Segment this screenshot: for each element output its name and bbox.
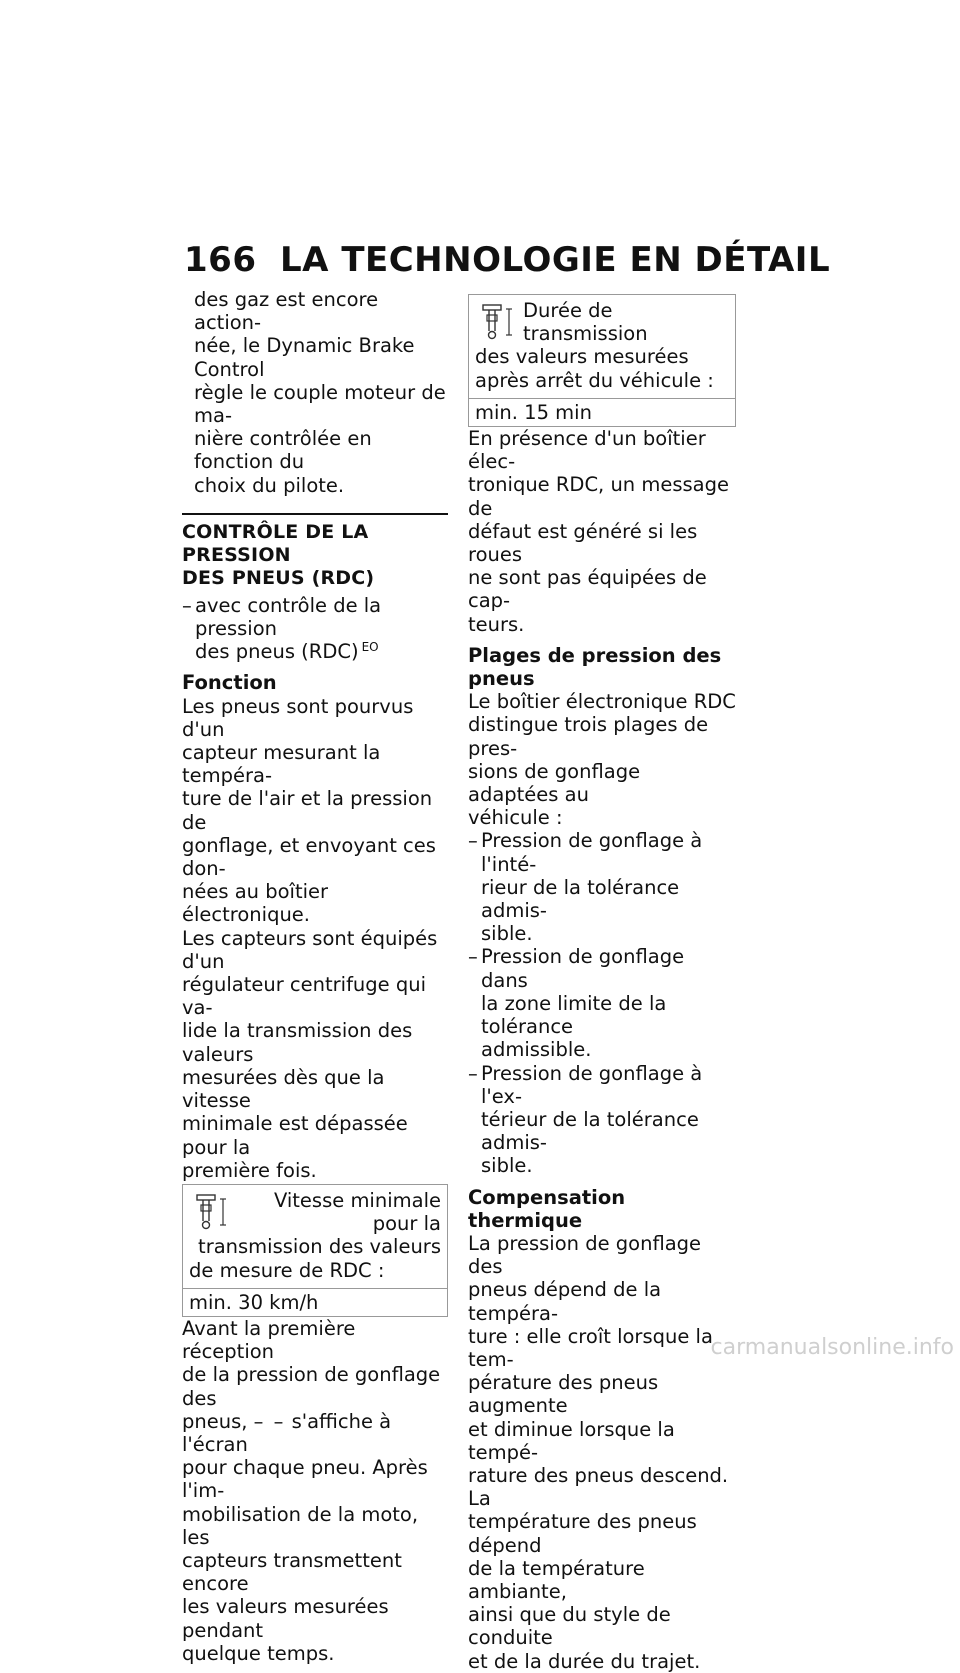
optional-equipment-tag: EO — [361, 639, 379, 654]
text-line: nière contrôlée en fonction du — [194, 427, 372, 474]
text-line: Avant la première réception — [182, 1316, 356, 1364]
page-number: 166 — [184, 240, 257, 280]
text-line: pérature des pneus augmente — [468, 1371, 659, 1418]
text-line: pneus, – – s'affiche à l'écran — [182, 1409, 392, 1456]
text-line: teurs. — [468, 612, 525, 636]
section-heading-line: DES PNEUS (RDC) — [182, 566, 375, 589]
after-spec-paragraph — [182, 1317, 448, 1665]
text-line: ainsi que du style de conduite — [468, 1603, 671, 1650]
rdc-paragraph — [468, 427, 736, 636]
text-line: capteurs transmettent encore — [182, 1548, 402, 1596]
fonction-heading: Fonction — [182, 671, 277, 695]
compensation-heading: Compensation thermique — [468, 1185, 626, 1232]
text-line: En présence d'un boîtier élec- — [468, 427, 706, 474]
text-line: mesurées dès que la vitesse — [182, 1065, 385, 1113]
text-line: et diminue lorsque la tempé- — [468, 1417, 675, 1464]
text-line: et de la durée du trajet. — [468, 1649, 701, 1673]
display-dashes: – – — [253, 1409, 286, 1433]
spec-box-min-speed — [182, 1184, 448, 1317]
tire-valve-sensor-icon — [193, 1191, 229, 1231]
text-line: choix du pilote. — [194, 473, 345, 497]
text-line: première fois. — [182, 1158, 317, 1182]
text-line: tronique RDC, un message de — [468, 473, 730, 520]
text-line: quelque temps. — [182, 1641, 335, 1665]
text-line: de la pression de gonflage des — [182, 1363, 441, 1410]
text-line: capteur mesurant la tempéra- — [182, 741, 381, 788]
chapter-title: LA TECHNOLOGIE EN DÉTAIL — [280, 240, 831, 280]
text-line: sions de gonflage adaptées au — [468, 759, 641, 807]
spec-value: min. 15 min — [469, 398, 735, 426]
text-line: règle le couple moteur de ma- — [194, 380, 446, 428]
text-line: lide la transmission des valeurs — [182, 1019, 413, 1066]
right-column — [468, 288, 736, 1673]
pressure-ranges-list — [468, 829, 736, 1177]
text-line: défaut est généré si les roues — [468, 519, 698, 567]
text-line: de la température ambiante, — [468, 1556, 645, 1603]
section-heading-line: CONTRÔLE DE LA PRESSION — [182, 520, 369, 566]
text-line: nées au boîtier électronique. — [182, 880, 329, 927]
text-line: Le boîtier électronique RDC — [468, 690, 736, 714]
text-line: ture : elle croît lorsque la tem- — [468, 1324, 713, 1371]
text-line: des gaz est encore action- — [194, 288, 379, 335]
text-line: pour chaque pneu. Après l'im- — [182, 1456, 428, 1503]
spec-label: Durée de transmission des valeurs mesurées après arrêt du véhicule : — [475, 299, 714, 392]
watermark: carmanualsonline.info — [710, 1335, 954, 1360]
section-heading — [182, 513, 448, 590]
text-line: née, le Dynamic Brake Control — [194, 334, 415, 381]
text-line: Les pneus sont pourvus d'un — [182, 694, 414, 741]
text-line: Les capteurs sont équipés d'un — [182, 926, 438, 973]
text-line: ne sont pas équipées de cap- — [468, 566, 707, 613]
list-item: – Pression de gonflage dans la zone limite de la tolérance admissible. — [468, 945, 736, 1061]
text-line: pneus dépend de la tempéra- — [468, 1278, 662, 1325]
text-line: mobilisation de la moto, les — [182, 1502, 419, 1549]
plages-paragraph — [468, 690, 736, 829]
text-line: gonflage, et envoyant ces don- — [182, 833, 436, 881]
fonction-paragraph — [182, 695, 448, 1182]
option-item: – avec contrôle de la pression des pneus (RDC) $^{EO}$ — [182, 594, 448, 664]
left-column — [182, 288, 448, 1665]
list-item: – Pression de gonflage à l'inté- rieur de la tolérance admis- sible. — [468, 829, 736, 945]
text-line: ture de l'air et la pression de — [182, 787, 433, 834]
spec-box-transmission-duration — [468, 294, 736, 427]
spec-value: min. 30 km/h — [183, 1288, 447, 1316]
compensation-paragraph — [468, 1232, 736, 1673]
spec-label: Vitesse minimale pour la transmission des valeurs de mesure de RDC : — [189, 1188, 441, 1282]
text-line: rature des pneus descend. La — [468, 1463, 729, 1511]
text-line: minimale est dépassée pour la — [182, 1112, 408, 1159]
page-header — [184, 240, 830, 280]
text-line: température des pneus dépend — [468, 1510, 697, 1557]
text-line: La pression de gonflage des — [468, 1231, 702, 1279]
intro-paragraph — [182, 288, 448, 497]
list-item: – Pression de gonflage à l'ex- térieur de la tolérance admis- sible. — [468, 1062, 736, 1178]
text-line: régulateur centrifuge qui va- — [182, 973, 427, 1020]
text-line: les valeurs mesurées pendant — [182, 1595, 389, 1642]
text-line: véhicule : — [468, 806, 563, 830]
plages-heading: Plages de pression des pneus — [468, 643, 722, 691]
text-line: distingue trois plages de pres- — [468, 713, 709, 760]
tire-valve-sensor-icon — [479, 301, 515, 341]
option-list — [182, 594, 448, 664]
